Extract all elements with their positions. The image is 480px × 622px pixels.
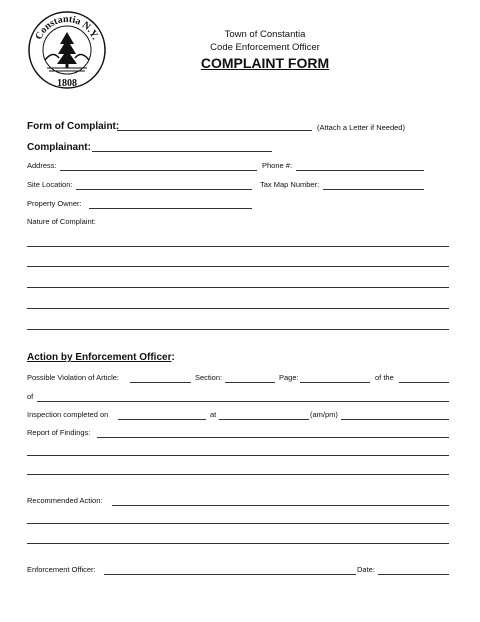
town-seal-logo xyxy=(27,10,107,90)
nature-line-5[interactable] xyxy=(27,329,449,330)
ampm-label: (am/pm) xyxy=(310,410,338,419)
town-name: Town of Constantia xyxy=(224,29,306,40)
report-label: Report of Findings: xyxy=(27,428,91,437)
office-name: Code Enforcement Officer xyxy=(210,42,320,53)
address-label: Address: xyxy=(27,161,57,170)
form-title: COMPLAINT FORM xyxy=(200,55,330,71)
tax-map-field[interactable] xyxy=(323,189,424,190)
officer-field[interactable] xyxy=(104,574,356,575)
report-line-3[interactable] xyxy=(27,474,449,475)
property-owner-field[interactable] xyxy=(89,208,252,209)
officer-label: Enforcement Officer: xyxy=(27,565,96,574)
nature-line-2[interactable] xyxy=(27,266,449,267)
complainant-label: Complainant: xyxy=(27,142,91,153)
report-line-2[interactable] xyxy=(27,455,449,456)
date-field[interactable] xyxy=(378,574,449,575)
inspection-time-field[interactable] xyxy=(219,419,309,420)
section-field[interactable] xyxy=(225,382,275,383)
recommended-field[interactable] xyxy=(112,505,449,506)
of-label: of xyxy=(27,392,34,401)
page-label: Page: xyxy=(279,373,299,382)
complainant-field[interactable] xyxy=(92,151,272,152)
recommended-line-3[interactable] xyxy=(27,543,449,544)
tax-map-label: Tax Map Number: xyxy=(260,180,320,189)
inspection-date-field[interactable] xyxy=(118,419,206,420)
nature-label: Nature of Complaint: xyxy=(27,217,96,226)
inspection-extra-field[interactable] xyxy=(341,419,449,420)
nature-line-1[interactable] xyxy=(27,246,449,247)
form-of-complaint-field[interactable] xyxy=(117,130,312,131)
page-field[interactable] xyxy=(300,382,370,383)
phone-field[interactable] xyxy=(296,170,424,171)
of-the-label: of the xyxy=(375,373,394,382)
recommended-line-2[interactable] xyxy=(27,523,449,524)
site-location-field[interactable] xyxy=(76,189,252,190)
report-field[interactable] xyxy=(97,437,449,438)
form-of-complaint-label: Form of Complaint: xyxy=(27,121,120,132)
attach-letter-note: (Attach a Letter if Needed) xyxy=(317,123,405,132)
at-label: at xyxy=(210,410,217,419)
recommended-label: Recommended Action: xyxy=(27,496,103,505)
nature-line-3[interactable] xyxy=(27,287,449,288)
section-label: Section: xyxy=(195,373,223,382)
inspection-label: Inspection completed on xyxy=(27,410,109,419)
property-owner-label: Property Owner: xyxy=(27,199,82,208)
date-label: Date: xyxy=(357,565,375,574)
article-field[interactable] xyxy=(130,382,191,383)
of-field[interactable] xyxy=(37,401,449,402)
seal-top-text: Constantia N.Y. xyxy=(33,13,101,42)
address-field[interactable] xyxy=(60,170,257,171)
violation-label: Possible Violation of Article: xyxy=(27,373,119,382)
action-heading: Action by Enforcement Officer: xyxy=(27,352,175,363)
site-location-label: Site Location: xyxy=(27,180,73,189)
code-field[interactable] xyxy=(399,382,449,383)
phone-label: Phone #: xyxy=(262,161,293,170)
seal-year: 1808 xyxy=(57,78,77,89)
nature-line-4[interactable] xyxy=(27,308,449,309)
